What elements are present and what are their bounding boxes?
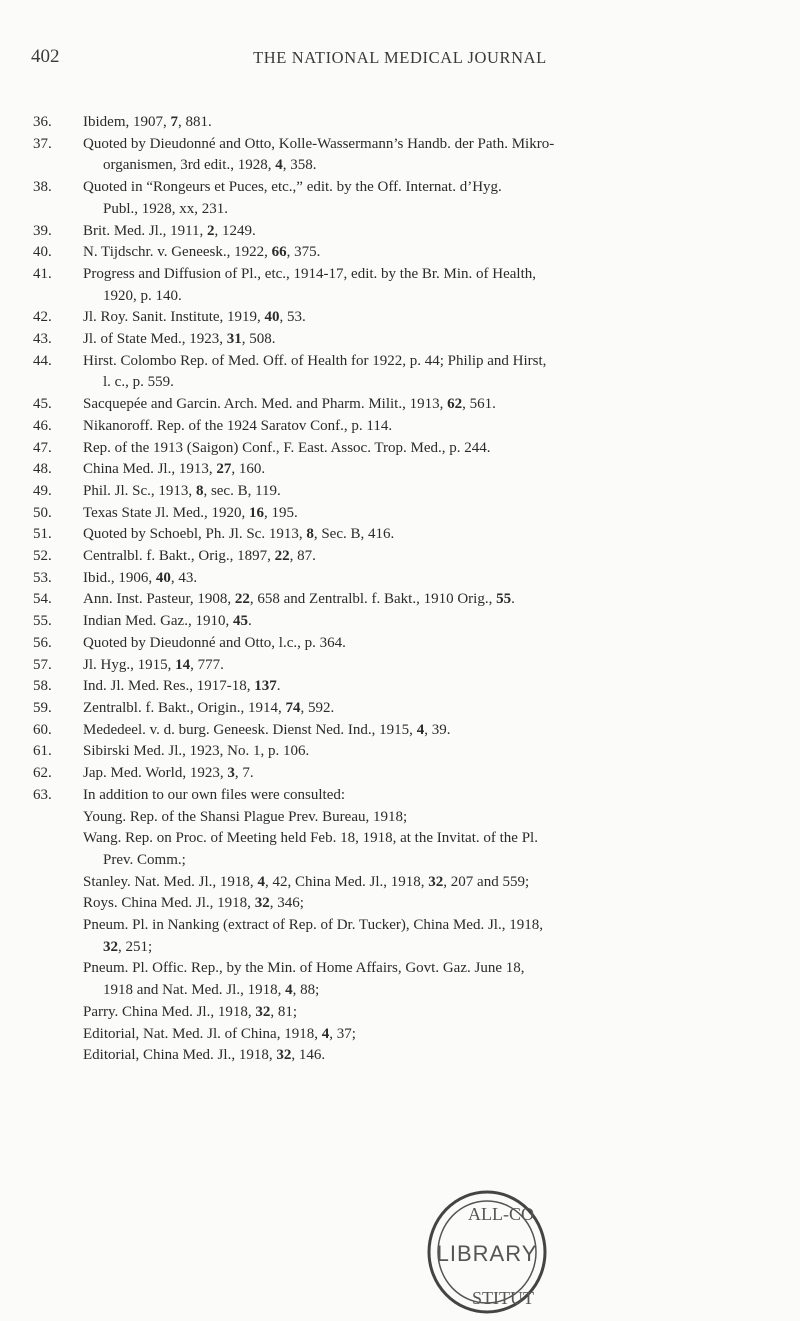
reference-text: Centralbl. f. Bakt., Orig., 1897, bbox=[83, 548, 275, 565]
reference-line bbox=[83, 459, 775, 481]
reference-text: Quoted by Schoebl, Ph. Jl. Sc. 1913, bbox=[83, 526, 307, 543]
reference-body bbox=[83, 416, 775, 438]
reference-line bbox=[83, 828, 775, 850]
volume-number: 27 bbox=[216, 461, 232, 478]
reference-text: . bbox=[247, 613, 252, 630]
reference-entry bbox=[33, 459, 775, 481]
reference-text: Progress and Diffusion of Pl., etc., 1914-17, edit. by the Br. Min. of Health, bbox=[83, 265, 537, 282]
volume-number: 66 bbox=[271, 244, 287, 261]
reference-line bbox=[83, 958, 775, 980]
reference-text: Publ., 1928, xx, 231. bbox=[103, 200, 229, 217]
reference-number: 50. bbox=[33, 504, 52, 521]
reference-text: Jl. Hyg., 1915, bbox=[83, 656, 176, 673]
reference-number: 58. bbox=[33, 678, 52, 695]
reference-body bbox=[83, 524, 775, 546]
volume-number: 137 bbox=[254, 678, 277, 695]
reference-text: Mededeel. v. d. burg. Geneesk. Dienst Ned. Ind., 1915, bbox=[83, 721, 417, 738]
reference-text: Indian Med. Gaz., 1910, bbox=[83, 613, 233, 630]
reference-text: l. c., p. 559. bbox=[103, 374, 174, 391]
reference-number: 42. bbox=[33, 309, 52, 326]
reference-entry bbox=[33, 655, 775, 677]
reference-text: , Sec. B, 416. bbox=[313, 526, 395, 543]
reference-body bbox=[83, 459, 775, 481]
reference-line bbox=[83, 221, 775, 243]
reference-entry bbox=[33, 307, 775, 329]
reference-body bbox=[83, 438, 775, 460]
reference-text: Pneum. Pl. Offic. Rep., by the Min. of Home Affairs, Govt. Gaz. June 18, bbox=[83, 960, 525, 977]
reference-entry bbox=[33, 698, 775, 720]
reference-text: , 251; bbox=[118, 938, 153, 955]
reference-text: Editorial, China Med. Jl., 1918, bbox=[83, 1047, 277, 1064]
volume-number: 32 bbox=[255, 1003, 271, 1020]
reference-line bbox=[83, 503, 775, 525]
reference-text: China Med. Jl., 1913, bbox=[83, 461, 217, 478]
reference-text: Pneum. Pl. in Nanking (extract of Rep. of Dr. Tucker), China Med. Jl., 1918, bbox=[83, 917, 543, 934]
reference-text: , 160. bbox=[231, 461, 266, 478]
reference-text: Editorial, Nat. Med. Jl. of China, 1918, bbox=[83, 1025, 322, 1042]
reference-line bbox=[83, 698, 775, 720]
reference-number: 56. bbox=[33, 634, 52, 651]
volume-number: 14 bbox=[175, 656, 191, 673]
journal-title: THE NATIONAL MEDICAL JOURNAL bbox=[253, 48, 547, 67]
reference-line bbox=[83, 416, 775, 438]
volume-number: 22 bbox=[234, 591, 250, 608]
reference-line bbox=[83, 720, 775, 742]
reference-entry bbox=[33, 481, 775, 503]
reference-line bbox=[83, 741, 775, 763]
reference-line bbox=[83, 893, 775, 915]
reference-line bbox=[83, 1024, 775, 1046]
reference-line-continuation bbox=[83, 155, 775, 177]
reference-text: , 561. bbox=[462, 396, 496, 413]
reference-number: 43. bbox=[33, 331, 52, 348]
reference-body bbox=[83, 134, 775, 177]
reference-number: 38. bbox=[33, 179, 52, 196]
reference-text: , 346; bbox=[269, 895, 304, 912]
reference-body bbox=[83, 698, 775, 720]
reference-number: 36. bbox=[33, 114, 52, 130]
reference-text: , 81; bbox=[270, 1003, 298, 1020]
reference-text: , 43. bbox=[170, 569, 198, 586]
reference-text: Jl. of State Med., 1923, bbox=[83, 331, 227, 348]
reference-number: 44. bbox=[33, 352, 52, 369]
reference-text: Stanley. Nat. Med. Jl., 1918, bbox=[83, 873, 258, 890]
reference-text: Roys. China Med. Jl., 1918, bbox=[83, 895, 255, 912]
volume-number: 4 bbox=[257, 873, 265, 890]
reference-number: 55. bbox=[33, 613, 52, 630]
reference-text: , 881. bbox=[178, 114, 212, 130]
reference-line-continuation bbox=[83, 199, 775, 221]
reference-entry bbox=[33, 503, 775, 525]
reference-line-continuation bbox=[83, 937, 775, 959]
reference-number: 61. bbox=[33, 743, 52, 760]
reference-number: 52. bbox=[33, 548, 52, 565]
reference-text: , 508. bbox=[241, 331, 276, 348]
volume-number: 4 bbox=[321, 1025, 330, 1042]
reference-number: 63. bbox=[33, 786, 52, 803]
reference-text: N. Tijdschr. v. Geneesk., 1922, bbox=[83, 244, 272, 261]
volume-number: 74 bbox=[285, 699, 301, 716]
reference-text: , 777. bbox=[190, 656, 224, 673]
reference-text: , 658 and Zentralbl. f. Bakt., 1910 Orig., bbox=[249, 591, 497, 608]
reference-line-continuation bbox=[83, 850, 775, 872]
reference-text: Parry. China Med. Jl., 1918, bbox=[83, 1003, 256, 1020]
volume-number: 45 bbox=[232, 613, 248, 630]
reference-text: Texas State Jl. Med., 1920, bbox=[83, 504, 250, 521]
volume-number: 40 bbox=[155, 569, 171, 586]
reference-body bbox=[83, 676, 775, 698]
reference-text: , 87. bbox=[289, 548, 316, 565]
reference-body bbox=[83, 589, 775, 611]
reference-text: Phil. Jl. Sc., 1913, bbox=[83, 482, 196, 499]
reference-line bbox=[83, 568, 775, 590]
reference-text: , 195. bbox=[264, 504, 298, 521]
reference-text: Sacquepée and Garcin. Arch. Med. and Pharm. Milit., 1913, bbox=[83, 396, 448, 413]
volume-number: 55 bbox=[496, 591, 512, 608]
reference-text: Zentralbl. f. Bakt., Origin., 1914, bbox=[83, 699, 286, 716]
reference-list bbox=[33, 112, 775, 1067]
reference-line bbox=[83, 915, 775, 937]
reference-line bbox=[83, 676, 775, 698]
reference-body bbox=[83, 481, 775, 503]
stamp-text: LIBRARY bbox=[436, 1241, 538, 1266]
reference-text: Wang. Rep. on Proc. of Meeting held Feb. 18, 1918, at the Invitat. of the Pl. bbox=[83, 830, 538, 847]
reference-line bbox=[83, 329, 775, 351]
volume-number: 4 bbox=[275, 157, 283, 174]
reference-entry bbox=[33, 264, 775, 307]
reference-line bbox=[83, 589, 775, 611]
reference-entry bbox=[33, 134, 775, 177]
reference-number: 47. bbox=[33, 439, 52, 456]
reference-text: Ibidem, 1907, bbox=[83, 114, 171, 130]
reference-entry bbox=[33, 112, 775, 134]
reference-entry bbox=[33, 438, 775, 460]
reference-number: 41. bbox=[33, 265, 52, 282]
reference-number: 51. bbox=[33, 526, 52, 543]
reference-number: 49. bbox=[33, 482, 52, 499]
reference-text: , 146. bbox=[291, 1047, 326, 1064]
reference-text: organismen, 3rd edit., 1928, bbox=[103, 157, 276, 174]
reference-text: Quoted by Dieudonné and Otto, Kolle-Wassermann’s Handb. der Path. Mikro- bbox=[83, 135, 555, 152]
reference-line bbox=[83, 872, 775, 894]
volume-number: 62 bbox=[447, 396, 463, 413]
reference-text: , 39. bbox=[424, 721, 451, 738]
reference-text: , 53. bbox=[279, 309, 306, 326]
reference-text: 1920, p. 140. bbox=[103, 287, 182, 304]
reference-entry bbox=[33, 416, 775, 438]
volume-number: 3 bbox=[227, 765, 235, 782]
reference-body bbox=[83, 242, 775, 264]
reference-number: 46. bbox=[33, 417, 52, 434]
reference-text: Prev. Comm.; bbox=[103, 851, 186, 868]
volume-number: 40 bbox=[264, 309, 280, 326]
volume-number: 8 bbox=[195, 482, 204, 499]
reference-number: 62. bbox=[33, 765, 52, 782]
reference-entry bbox=[33, 763, 775, 785]
reference-entry bbox=[33, 676, 775, 698]
reference-body bbox=[83, 720, 775, 742]
reference-entry bbox=[33, 589, 775, 611]
reference-number: 57. bbox=[33, 656, 52, 673]
reference-text: Rep. of the 1913 (Saigon) Conf., F. East. Assoc. Trop. Med., p. 244. bbox=[83, 439, 491, 456]
volume-number: 2 bbox=[207, 222, 215, 239]
reference-body bbox=[83, 568, 775, 590]
volume-number: 22 bbox=[274, 548, 290, 565]
reference-text: , 37; bbox=[329, 1025, 356, 1042]
volume-number: 32 bbox=[428, 873, 444, 890]
reference-entry bbox=[33, 221, 775, 243]
reference-number: 40. bbox=[33, 244, 52, 261]
page-number: 402 bbox=[31, 46, 60, 67]
reference-line bbox=[83, 394, 775, 416]
reference-line-continuation bbox=[83, 372, 775, 394]
reference-line bbox=[83, 112, 775, 134]
reference-line bbox=[83, 546, 775, 568]
reference-line bbox=[83, 524, 775, 546]
reference-entry bbox=[33, 524, 775, 546]
reference-body bbox=[83, 394, 775, 416]
reference-text: Ann. Inst. Pasteur, 1908, bbox=[83, 591, 235, 608]
reference-text: Quoted in “Rongeurs et Puces, etc.,” edit. by the Off. Internat. d’Hyg. bbox=[83, 179, 502, 196]
reference-line bbox=[83, 242, 775, 264]
reference-line bbox=[83, 351, 775, 373]
reference-text: Nikanoroff. Rep. of the 1924 Saratov Conf., p. 114. bbox=[83, 417, 393, 434]
reference-text: Ind. Jl. Med. Res., 1917-18, bbox=[83, 678, 255, 695]
page-header bbox=[0, 46, 800, 70]
stamp-top-arc: ALL-CO bbox=[468, 1204, 534, 1224]
reference-body bbox=[83, 763, 775, 785]
reference-line bbox=[83, 785, 775, 807]
reference-entry bbox=[33, 329, 775, 351]
reference-number: 53. bbox=[33, 569, 52, 586]
reference-line bbox=[83, 134, 775, 156]
reference-number: 48. bbox=[33, 461, 52, 478]
reference-text: Jap. Med. World, 1923, bbox=[83, 765, 228, 782]
reference-text: , 375. bbox=[286, 244, 321, 261]
volume-number: 32 bbox=[276, 1047, 292, 1064]
reference-body bbox=[83, 177, 775, 220]
volume-number: 16 bbox=[249, 504, 265, 521]
reference-entry bbox=[33, 394, 775, 416]
reference-text: Sibirski Med. Jl., 1923, No. 1, p. 106. bbox=[83, 743, 310, 760]
stamp-bottom-arc: STITUT bbox=[472, 1288, 534, 1308]
reference-entry bbox=[33, 546, 775, 568]
reference-number: 60. bbox=[33, 721, 52, 738]
reference-text: . bbox=[511, 591, 515, 608]
reference-number: 59. bbox=[33, 699, 52, 716]
reference-body bbox=[83, 264, 775, 307]
reference-line-continuation bbox=[83, 286, 775, 308]
reference-text: , sec. B, 119. bbox=[203, 482, 281, 499]
reference-text: , 1249. bbox=[214, 222, 256, 239]
reference-text: Ibid., 1906, bbox=[83, 569, 156, 586]
volume-number: 32 bbox=[103, 938, 118, 955]
reference-line bbox=[83, 633, 775, 655]
reference-body bbox=[83, 546, 775, 568]
reference-text: , 207 and 559; bbox=[443, 873, 530, 890]
reference-body bbox=[83, 785, 775, 1067]
reference-line bbox=[83, 1045, 775, 1067]
volume-number: 7 bbox=[170, 114, 178, 130]
reference-text: , 42, China Med. Jl., 1918, bbox=[264, 873, 429, 890]
reference-body bbox=[83, 741, 775, 763]
reference-line-continuation bbox=[83, 980, 775, 1002]
reference-body bbox=[83, 112, 775, 134]
reference-entry bbox=[33, 720, 775, 742]
reference-entry bbox=[33, 242, 775, 264]
volume-number: 4 bbox=[416, 721, 425, 738]
reference-entry bbox=[33, 177, 775, 220]
reference-body bbox=[83, 503, 775, 525]
reference-text: , 88; bbox=[292, 982, 320, 999]
volume-number: 32 bbox=[254, 895, 270, 912]
reference-body bbox=[83, 655, 775, 677]
reference-text: , 7. bbox=[234, 765, 254, 782]
reference-number: 54. bbox=[33, 591, 52, 608]
reference-line bbox=[83, 307, 775, 329]
reference-body bbox=[83, 221, 775, 243]
reference-text: Brit. Med. Jl., 1911, bbox=[83, 222, 208, 239]
reference-body bbox=[83, 633, 775, 655]
reference-text: Quoted by Dieudonné and Otto, l.c., p. 364. bbox=[83, 634, 346, 651]
reference-body bbox=[83, 307, 775, 329]
reference-body bbox=[83, 611, 775, 633]
reference-entry bbox=[33, 351, 775, 394]
reference-number: 39. bbox=[33, 222, 52, 239]
volume-number: 8 bbox=[306, 526, 314, 543]
reference-text: , 358. bbox=[282, 157, 317, 174]
reference-entry bbox=[33, 633, 775, 655]
reference-text: , 592. bbox=[300, 699, 335, 716]
reference-body bbox=[83, 351, 775, 394]
reference-text: Young. Rep. of the Shansi Plague Prev. Bureau, 1918; bbox=[83, 808, 408, 825]
reference-entry bbox=[33, 741, 775, 763]
reference-entry bbox=[33, 611, 775, 633]
reference-text: . bbox=[276, 678, 281, 695]
volume-number: 4 bbox=[285, 982, 293, 999]
reference-text: In addition to our own files were consulted: bbox=[83, 786, 346, 803]
reference-line bbox=[83, 177, 775, 199]
reference-line bbox=[83, 264, 775, 286]
reference-line bbox=[83, 438, 775, 460]
reference-number: 45. bbox=[33, 396, 52, 413]
volume-number: 31 bbox=[226, 331, 242, 348]
library-stamp bbox=[422, 1186, 552, 1316]
reference-text: Hirst. Colombo Rep. of Med. Off. of Health for 1922, p. 44; Philip and Hirst, bbox=[83, 352, 547, 369]
reference-line bbox=[83, 807, 775, 829]
reference-text: 1918 and Nat. Med. Jl., 1918, bbox=[103, 982, 286, 999]
reference-line bbox=[83, 481, 775, 503]
reference-entry bbox=[33, 568, 775, 590]
reference-entry bbox=[33, 785, 775, 1067]
reference-line bbox=[83, 611, 775, 633]
reference-line bbox=[83, 655, 775, 677]
reference-text: Jl. Roy. Sanit. Institute, 1919, bbox=[83, 309, 265, 326]
reference-body bbox=[83, 329, 775, 351]
reference-number: 37. bbox=[33, 135, 52, 152]
reference-line bbox=[83, 1002, 775, 1024]
reference-line bbox=[83, 763, 775, 785]
